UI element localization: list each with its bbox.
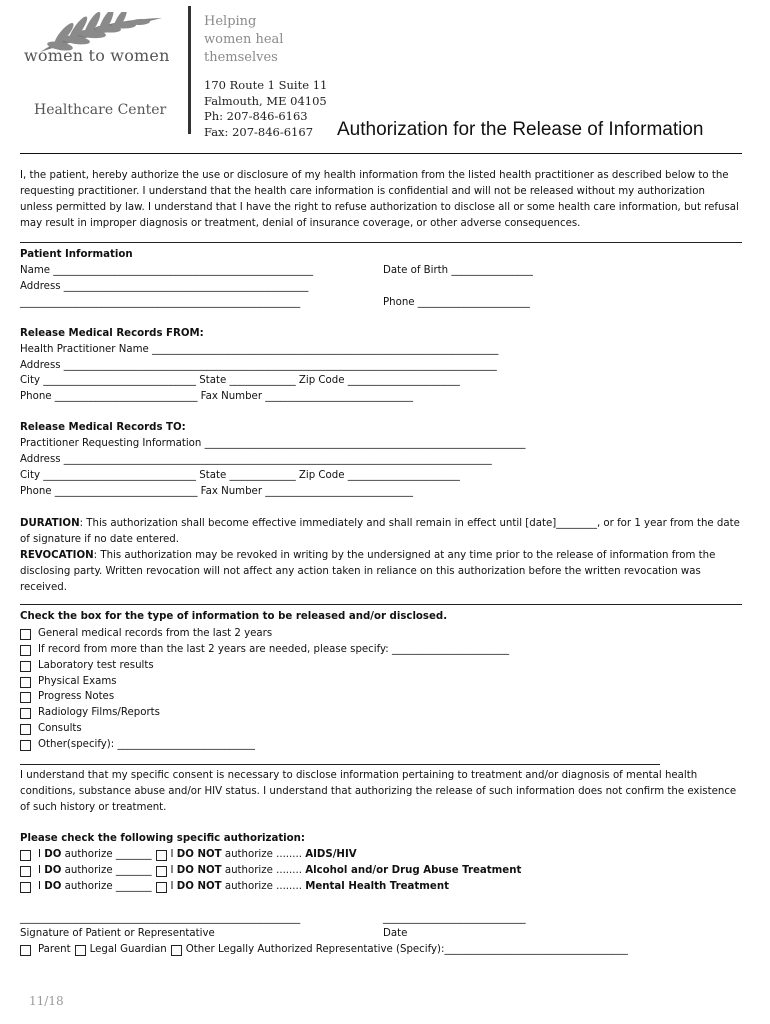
- duration-label: DURATION: [20, 518, 80, 529]
- date-label: Date: [383, 928, 408, 939]
- checkbox[interactable]: [20, 629, 31, 640]
- to-phone-fax-field[interactable]: Phone ____________________________ Fax Number _____________________________: [20, 486, 413, 497]
- checkbox[interactable]: [20, 724, 31, 735]
- do-checkbox[interactable]: [20, 866, 31, 877]
- do-blank[interactable]: _______: [115, 865, 152, 876]
- checkbox[interactable]: [20, 645, 31, 656]
- info-type-item[interactable]: [20, 722, 82, 736]
- patient-address-cont-field[interactable]: _______________________________________________________: [20, 297, 301, 308]
- signature-field[interactable]: _______________________________________________________: [20, 913, 301, 924]
- dont-prefix: I: [170, 881, 177, 892]
- consent-line-3: of such history or treatment.: [20, 802, 167, 813]
- info-type-item[interactable]: [20, 690, 114, 704]
- do-word: DO: [44, 881, 62, 892]
- specific-auth-row[interactable]: [20, 848, 357, 862]
- guardian-label: Legal Guardian: [89, 944, 167, 955]
- parent-label: Parent: [38, 944, 71, 955]
- specific-item-label: AIDS/HIV: [305, 849, 357, 860]
- intro-line-4: may result in improper diagnosis or treatment, denial of insurance coverage, or other adverse consequences.: [20, 218, 581, 229]
- patient-name-field[interactable]: Name ___________________________________________________: [20, 265, 314, 276]
- section-rule: [20, 242, 742, 243]
- do-not-checkbox[interactable]: [156, 866, 167, 877]
- specific-heading: Please check the following specific authorization:: [20, 833, 306, 844]
- patient-heading: Patient Information: [20, 249, 133, 260]
- logo-brand: women to women: [24, 46, 170, 65]
- do-not-checkbox[interactable]: [156, 850, 167, 861]
- do-suffix: authorize: [61, 865, 116, 876]
- phone-number: Ph: 207-846-6163: [204, 109, 308, 123]
- patient-address-field[interactable]: Address ________________________________________________: [20, 281, 309, 292]
- duration-block: [20, 516, 750, 596]
- other-rep-checkbox[interactable]: [171, 945, 182, 956]
- info-type-item[interactable]: [20, 706, 160, 720]
- info-type-label: General medical records from the last 2 years: [38, 628, 273, 639]
- consent-paragraph: [20, 768, 750, 816]
- specific-auth-row[interactable]: [20, 880, 449, 894]
- info-type-label: Radiology Films/Reports: [38, 707, 160, 718]
- to-heading: Release Medical Records TO:: [20, 422, 186, 433]
- dont-word: DO NOT: [176, 881, 222, 892]
- info-type-label: Progress Notes: [38, 691, 115, 702]
- info-type-item[interactable]: [20, 675, 117, 689]
- representative-row: [20, 943, 628, 957]
- section-rule-2: [20, 604, 742, 605]
- from-city-state-zip-field[interactable]: City ______________________________ State _____________ Zip Code ______________________: [20, 375, 460, 386]
- revocation-text-3: received.: [20, 582, 67, 593]
- from-heading: Release Medical Records FROM:: [20, 328, 204, 339]
- dont-suffix: authorize ........: [221, 865, 306, 876]
- section-rule-3: [20, 764, 660, 765]
- do-blank[interactable]: _______: [115, 881, 152, 892]
- fax-number: Fax: 207-846-6167: [204, 124, 314, 139]
- do-prefix: I: [38, 865, 45, 876]
- specific-item-label: Mental Health Treatment: [305, 881, 449, 892]
- logo: [20, 10, 170, 125]
- dont-suffix: authorize ........: [221, 881, 306, 892]
- header-rule: [20, 153, 742, 154]
- to-practitioner-field[interactable]: Practitioner Requesting Information _______________________________________________________________: [20, 438, 526, 449]
- tagline-line-1: Helping: [204, 14, 257, 29]
- dont-prefix: I: [170, 865, 177, 876]
- header-divider: [188, 6, 191, 134]
- revocation-text-2: disclosing party. Written revocation will not affect any action taken in reliance on this authorization before the written revocation was: [20, 566, 701, 577]
- dont-word: DO NOT: [176, 849, 222, 860]
- do-word: DO: [44, 865, 62, 876]
- specific-item-label: Alcohol and/or Drug Abuse Treatment: [305, 865, 522, 876]
- page-title: Authorization for the Release of Information: [337, 119, 704, 140]
- revocation-label: REVOCATION: [20, 550, 94, 561]
- do-prefix: I: [38, 849, 45, 860]
- intro-line-2: requesting practitioner. I understand that the health care information is confidential and will not be released without my authorization: [20, 186, 705, 197]
- guardian-checkbox[interactable]: [75, 945, 86, 956]
- date-field[interactable]: ____________________________: [383, 913, 526, 924]
- info-type-label: Laboratory test results: [38, 660, 154, 671]
- info-type-item[interactable]: [20, 738, 255, 752]
- info-type-label: Physical Exams: [38, 676, 117, 687]
- checkbox[interactable]: [20, 692, 31, 703]
- checkbox[interactable]: [20, 677, 31, 688]
- checkbox[interactable]: [20, 708, 31, 719]
- tagline-line-3: themselves: [204, 50, 278, 65]
- do-suffix: authorize: [61, 881, 116, 892]
- checkbox[interactable]: [20, 740, 31, 751]
- dont-prefix: I: [170, 849, 177, 860]
- do-suffix: authorize: [61, 849, 116, 860]
- do-blank[interactable]: _______: [115, 849, 152, 860]
- info-type-label: Consults: [38, 723, 82, 734]
- info-type-item[interactable]: [20, 627, 272, 641]
- revocation-text: : This authorization may be revoked in writing by the undersigned at any time prior to the release of information from the: [93, 550, 716, 561]
- do-checkbox[interactable]: [20, 882, 31, 893]
- address-line-1: 170 Route 1 Suite 11: [204, 78, 328, 92]
- page-number: 11/18: [29, 994, 64, 1008]
- to-city-state-zip-field[interactable]: City ______________________________ State _____________ Zip Code ______________________: [20, 470, 460, 481]
- dont-suffix: authorize ........: [221, 849, 306, 860]
- signature-label: Signature of Patient or Representative: [20, 928, 215, 939]
- dont-word: DO NOT: [176, 865, 222, 876]
- tagline-line-2: women heal: [204, 32, 284, 47]
- consent-line-2: conditions, substance abuse and/or HIV status. I understand that authorizing the release of such information does not confirm the existence: [20, 786, 737, 797]
- patient-phone-field[interactable]: Phone ______________________: [383, 297, 530, 308]
- tagline: [204, 13, 283, 67]
- info-type-label: If record from more than the last 2 years are needed, please specify: _______________________: [38, 644, 510, 655]
- specific-auth-row[interactable]: [20, 864, 521, 878]
- info-type-item[interactable]: [20, 643, 509, 657]
- do-prefix: I: [38, 881, 45, 892]
- from-practitioner-field[interactable]: Health Practitioner Name ____________________________________________________________________: [20, 344, 499, 355]
- from-phone-fax-field[interactable]: Phone ____________________________ Fax Number _____________________________: [20, 391, 413, 402]
- info-type-item[interactable]: [20, 659, 154, 673]
- address-line-2: Falmouth, ME 04105: [204, 93, 327, 108]
- checkbox[interactable]: [20, 661, 31, 672]
- intro-line-1: I, the patient, hereby authorize the use or disclosure of my health information from the listed health practitioner as described below to the: [20, 170, 729, 181]
- duration-text-2: of signature if no date entered.: [20, 534, 180, 545]
- from-address-field[interactable]: Address _____________________________________________________________________________________: [20, 360, 497, 371]
- do-word: DO: [44, 849, 62, 860]
- do-checkbox[interactable]: [20, 850, 31, 861]
- info-type-label: Other(specify): ___________________________: [38, 739, 255, 750]
- duration-text[interactable]: : This authorization shall become effective immediately and shall remain in effect until [date]________, or for 1 year from the date: [79, 518, 740, 529]
- patient-dob-field[interactable]: Date of Birth ________________: [383, 265, 533, 276]
- logo-subtitle: Healthcare Center: [34, 102, 167, 118]
- intro-paragraph: [20, 168, 750, 232]
- other-rep-label[interactable]: Other Legally Authorized Representative (Specify):____________________________________: [185, 944, 628, 955]
- to-address-field[interactable]: Address ____________________________________________________________________________________: [20, 454, 492, 465]
- do-not-checkbox[interactable]: [156, 882, 167, 893]
- consent-line-1: I understand that my specific consent is necessary to disclose information pertaining to treatment and/or diagnosis of mental health: [20, 770, 698, 781]
- parent-checkbox[interactable]: [20, 945, 31, 956]
- intro-line-3: unless permitted by law. I understand that I have the right to refuse authorization to disclose all or some health care information, but refusal: [20, 202, 739, 213]
- contact-info: [204, 78, 327, 140]
- info-types-heading: Check the box for the type of information to be released and/or disclosed.: [20, 611, 448, 622]
